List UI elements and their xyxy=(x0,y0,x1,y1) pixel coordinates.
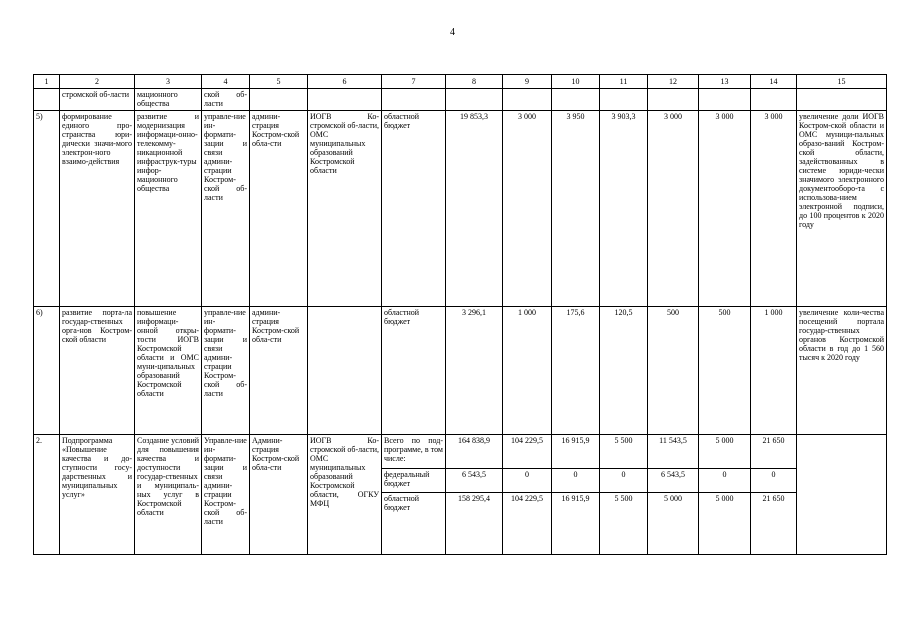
value-year: 0 xyxy=(600,469,648,493)
value-year: 11 543,5 xyxy=(648,435,699,469)
value-year: 0 xyxy=(552,469,600,493)
value-year: 500 xyxy=(699,307,751,435)
row-number: 2. xyxy=(34,435,60,555)
value-year: 3 000 xyxy=(648,111,699,307)
continuation-cell: стромской об-ласти xyxy=(60,89,135,111)
continuation-row xyxy=(34,89,887,111)
value-total: 19 853,3 xyxy=(446,111,503,307)
executor: админи-страция Костром-ской обла-сти xyxy=(250,307,308,435)
value-year: 5 000 xyxy=(648,493,699,555)
value-year: 5 000 xyxy=(699,493,751,555)
column-header: 2 xyxy=(60,75,135,89)
funding-source: федеральный бюджет xyxy=(382,469,446,493)
value-year: 5 000 xyxy=(699,435,751,469)
value-year: 3 000 xyxy=(699,111,751,307)
value-year: 16 915,9 xyxy=(552,435,600,469)
funding-source: областной бюджет xyxy=(382,111,446,307)
funding-source: Всего по под-программе, в том числе: xyxy=(382,435,446,469)
value-year: 120,5 xyxy=(600,307,648,435)
value-year: 5 500 xyxy=(600,435,648,469)
column-header: 10 xyxy=(552,75,600,89)
value-total: 158 295,4 xyxy=(446,493,503,555)
value-year: 500 xyxy=(648,307,699,435)
column-header: 13 xyxy=(699,75,751,89)
column-header: 6 xyxy=(308,75,382,89)
value-year: 104 229,5 xyxy=(503,435,552,469)
table-row xyxy=(34,307,887,435)
target-indicator: увеличение коли-чества посещений портала государ-ственных органов Костромской области в год до 1 560 тысяч к 2020 году xyxy=(797,307,887,435)
subprogram-name: Подпрограмма «Повышение качества и до-ступности госу-дарственных и муниципальных услуг» xyxy=(60,435,135,555)
measure-name: формирование единого про-странства юри-дически значи-мого электрон-ного взаимо-действия xyxy=(60,111,135,307)
value-year: 1 000 xyxy=(751,307,797,435)
table-row xyxy=(34,435,887,469)
column-header: 7 xyxy=(382,75,446,89)
value-year: 3 000 xyxy=(503,111,552,307)
value-year: 0 xyxy=(699,469,751,493)
subprogram-goal: Создание условий для повышения качества и доступности государ-ственных и муниципаль-ных услуг в Костромской области xyxy=(135,435,202,555)
value-year: 21 650 xyxy=(751,493,797,555)
value-year: 3 903,3 xyxy=(600,111,648,307)
value-year: 175,6 xyxy=(552,307,600,435)
executor: Админи-страция Костром-ской обла-сти xyxy=(250,435,308,555)
responsible: Управле-ние ин-формати-зации и связи админи-страции Костром-ской об-ласти xyxy=(202,435,250,555)
continuation-cell: ской об-ласти xyxy=(202,89,250,111)
value-year: 0 xyxy=(751,469,797,493)
measure-goal: повышение информаци-онной откры-тости ИОГВ Костромской области и ОМС муни-ципальных образований Костромской области xyxy=(135,307,202,435)
table-row xyxy=(34,111,887,307)
value-year: 104 229,5 xyxy=(503,493,552,555)
participants: ИОГВ Ко-стромской об-ласти, ОМС муниципальных образований Костромской области, ОГКУ МФЦ xyxy=(308,435,382,555)
target-indicator: увеличение доли ИОГВ Костром-ской области и ОМС муници-пальных образо-ваний Костром-ской области, задействованных в системе юриди-чески значимого электронного документооборо-та с использова-нием электронной подписи, до 100 процентов к 2020 году xyxy=(797,111,887,307)
value-year: 5 500 xyxy=(600,493,648,555)
column-header: 15 xyxy=(797,75,887,89)
column-header: 9 xyxy=(503,75,552,89)
measure-name: развитие порта-ла государ-ственных орга-нов Костром-ской области xyxy=(60,307,135,435)
value-year: 3 000 xyxy=(751,111,797,307)
value-year: 3 950 xyxy=(552,111,600,307)
page-number: 4 xyxy=(450,27,455,38)
responsible: управле-ние ин-формати-зации и связи админи-страции Костром-ской об-ласти xyxy=(202,111,250,307)
column-header: 3 xyxy=(135,75,202,89)
participants: ИОГВ Ко-стромской об-ласти, ОМС муниципальных образований Костромской области xyxy=(308,111,382,307)
value-year: 1 000 xyxy=(503,307,552,435)
column-header: 8 xyxy=(446,75,503,89)
column-header: 5 xyxy=(250,75,308,89)
column-header: 11 xyxy=(600,75,648,89)
value-year: 16 915,9 xyxy=(552,493,600,555)
participants xyxy=(308,307,382,435)
value-total: 164 838,9 xyxy=(446,435,503,469)
continuation-cell: мационного общества xyxy=(135,89,202,111)
value-year: 21 650 xyxy=(751,435,797,469)
measure-goal: развитие и модернизация информаци-онно-телекомму-никационной инфраструк-туры инфор-мационного общества xyxy=(135,111,202,307)
target-indicator xyxy=(797,435,887,555)
value-total: 3 296,1 xyxy=(446,307,503,435)
column-header: 1 xyxy=(34,75,60,89)
column-header: 12 xyxy=(648,75,699,89)
column-number-row xyxy=(34,75,887,89)
column-header: 14 xyxy=(751,75,797,89)
value-year: 0 xyxy=(503,469,552,493)
program-table xyxy=(33,74,887,555)
value-year: 6 543,5 xyxy=(648,469,699,493)
row-number: 6) xyxy=(34,307,60,435)
funding-source: областной бюджет xyxy=(382,493,446,555)
executor: админи-страция Костром-ской обла-сти xyxy=(250,111,308,307)
funding-source: областной бюджет xyxy=(382,307,446,435)
column-header: 4 xyxy=(202,75,250,89)
responsible: управле-ние ин-формати-зации и связи админи-страции Костром-ской об-ласти xyxy=(202,307,250,435)
value-total: 6 543,5 xyxy=(446,469,503,493)
row-number: 5) xyxy=(34,111,60,307)
